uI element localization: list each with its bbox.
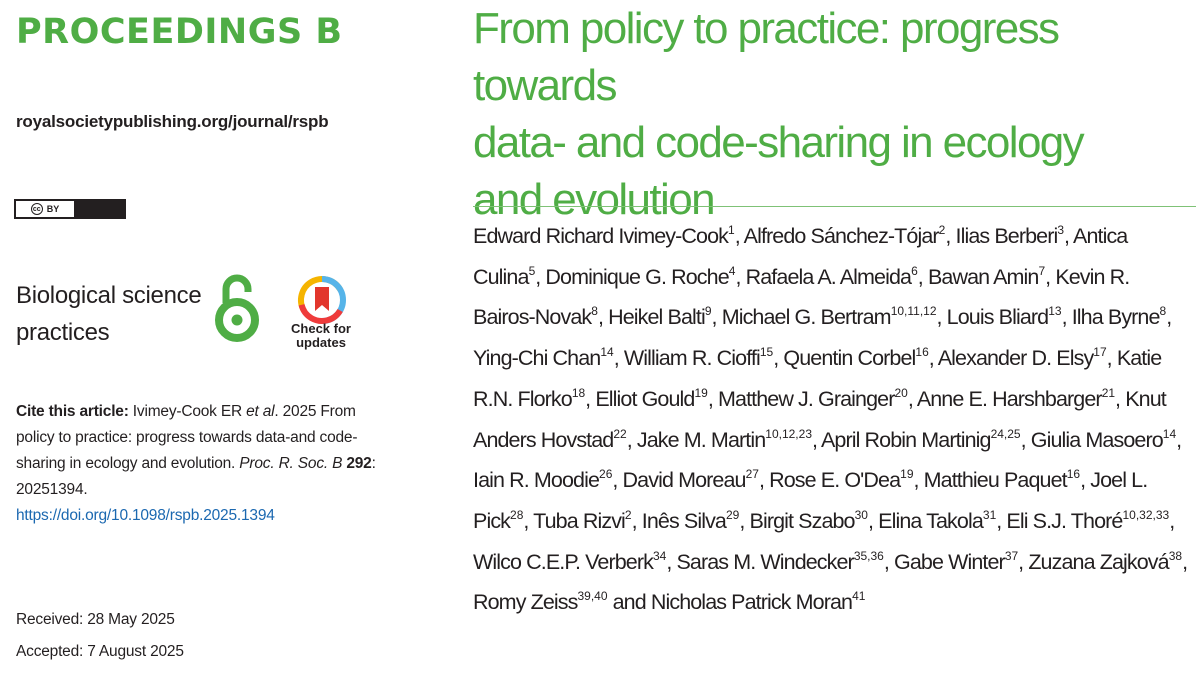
author-name: Quentin Corbel — [783, 346, 916, 371]
author-name: Anne E. Harshbarger — [916, 386, 1102, 411]
doi-link[interactable]: https://doi.org/10.1098/rspb.2025.1394 — [16, 507, 275, 524]
author-affiliation: 16 — [1066, 467, 1081, 482]
author-name: Tuba Rizvi — [533, 508, 625, 533]
author-affiliation: 8 — [1159, 304, 1167, 319]
author-name: Edward Richard Ivimey-Cook — [473, 224, 728, 248]
author-name: Matthew J. Grainger — [718, 386, 895, 411]
author-name: Michael G. Bertram — [721, 305, 891, 330]
author-affiliation: 3 — [1057, 223, 1065, 237]
author-affiliation: 27 — [745, 467, 759, 482]
author-name: Antica Culina — [473, 224, 1128, 289]
author-affiliation: 30 — [854, 507, 868, 522]
author-name: Alfredo Sánchez-Tójar — [743, 224, 939, 248]
author-affiliation: 22 — [613, 426, 627, 441]
title-line: From policy to practice: progress towards — [473, 4, 1059, 110]
author-name: Nicholas Patrick Moran — [650, 590, 853, 615]
author-affiliation: 8 — [591, 304, 598, 319]
author-affiliation: 19 — [900, 467, 914, 482]
citation-label: Cite this article: — [16, 403, 129, 420]
author-name: Alexander D. Elsy — [937, 346, 1094, 371]
author-affiliation: 17 — [1093, 345, 1107, 360]
title-divider — [473, 206, 1196, 207]
author-name: Eli S.J. Thoré — [1006, 508, 1123, 533]
author-name: Ilias Berberi — [955, 224, 1058, 248]
citation-title: From policy to practice: progress towards data-and code-sharing in ecology and evolution. — [16, 403, 358, 472]
license-by-label: BY — [46, 204, 60, 214]
author-affiliation: 20 — [894, 385, 908, 400]
author-affiliation: 38 — [1168, 548, 1183, 563]
open-access-lock-icon — [213, 271, 261, 343]
citation-year: . 2025 — [274, 403, 317, 420]
author-name: Joel L. Pick — [473, 468, 1148, 533]
author-affiliation: 37 — [1004, 548, 1019, 563]
author-affiliation: 4 — [728, 263, 736, 278]
author-affiliation: 26 — [599, 467, 613, 482]
author-name: Dominique G. Roche — [545, 264, 729, 289]
author-name: Wilco C.E.P. Verberk — [473, 549, 653, 574]
author-list: Edward Richard Ivimey-Cook$^1$, Alfredo Sánchez-Tójar$^2$, Ilias Berberi$^3$, Antica Culina$^5$, Dominique G. Roche$^4$, Rafaela A. Almeida$^6$, Bawan Amin$^7$, Kevin R. Bairos-Novak$^8$, Heikel Balti$^9$, Michael G. Bertram$^{10,11,12}$, Louis Bliard$^{13}$, Ilha Byrne$^8$, Ying-Chi Chan$^{14}$, William R. Cioffi$^{15}$, Quentin Corbel$^{16}$, Alexander D. Elsy$^{17}$, Katie R.N. Florko$^{18}$, Elliot Gould$^{19}$, Matthew J. Grainger$^{20}$, Anne E. Harshbarger$^{21}$, Knut Anders Hovstad$^{22}$, Jake M. Martin$^{10,12,23}$, April Robin Martinig$^{24,25}$, Giulia Masoero$^{14}$, Iain R. Moodie$^{26}$, David Moreau$^{27}$, Rose E. O'Dea$^{19}$, Matthieu Paquet$^{16}$, Joel L. Pick$^{28}$, Tuba Rizvi$^2$, Inês Silva$^{29}$, Birgit Szabo$^{30}$, Elina Takola$^{31}$, Eli S.J. Thoré$^{10,32,33}$, Wilco C.E.P. Verberk$^{34}$, Saras M. Windecker$^{35,36}$, Gabe Winter$^{37}$, Zuzana Zajková$^{38}$, Romy Zeiss$^{39,40}$ and Nicholas Patrick Moran$^{41}$ — [473, 223, 1188, 615]
author-name: Rafaela A. Almeida — [745, 264, 912, 289]
author-affiliation: 14 — [600, 345, 614, 360]
author-affiliation: 21 — [1101, 385, 1116, 400]
author-name: Rose E. O'Dea — [769, 468, 901, 493]
author-affiliation: 10,32,33 — [1122, 507, 1170, 522]
author-name: April Robin Martinig — [820, 427, 991, 452]
author-name: Ying-Chi Chan — [473, 346, 601, 371]
article-title — [473, 0, 1193, 228]
journal-url[interactable]: royalsocietypublishing.org/journal/rspb — [16, 112, 329, 131]
citation-article-number: : 20251394. — [16, 455, 376, 498]
author-name: Saras M. Windecker — [676, 549, 854, 574]
received-date: Received: 28 May 2025 — [16, 611, 175, 628]
author-name: Jake M. Martin — [636, 427, 766, 452]
author-affiliation: 5 — [528, 263, 536, 278]
author-name: Katie R.N. Florko — [473, 346, 1162, 411]
citation-volume: 292 — [346, 455, 372, 472]
author-name: Matthieu Paquet — [923, 468, 1067, 493]
author-name: Elina Takola — [878, 508, 983, 533]
author-name: Ilha Byrne — [1071, 305, 1160, 330]
author-affiliation: 28 — [510, 507, 524, 522]
author-affiliation: 2 — [938, 223, 946, 237]
author-affiliation: 34 — [652, 548, 667, 563]
author-name: Romy Zeiss — [473, 590, 578, 615]
title-line: data- and code-sharing in ecology — [473, 118, 1084, 167]
author-affiliation: 1 — [728, 223, 735, 237]
citation-authors: Ivimey-Cook ER — [132, 403, 242, 420]
author-name: Iain R. Moodie — [473, 468, 600, 493]
author-name: Birgit Szabo — [749, 508, 855, 533]
author-affiliation: 35,36 — [853, 548, 884, 563]
author-name: Louis Bliard — [946, 305, 1049, 330]
article-section — [16, 277, 201, 351]
author-affiliation: 10,11,12 — [890, 304, 937, 319]
creative-commons-icon: cc — [31, 203, 43, 215]
author-name: Kevin R. Bairos-Novak — [473, 264, 1130, 330]
dates-block — [16, 604, 184, 668]
author-name: Knut Anders Hovstad — [473, 386, 1166, 452]
author-affiliation: 14 — [1162, 426, 1177, 441]
journal-name: PROCEEDINGS B — [16, 12, 343, 52]
author-affiliation: 19 — [694, 385, 708, 400]
author-name: Elliot Gould — [595, 386, 695, 411]
author-affiliation: 16 — [915, 345, 929, 360]
author-name: Heikel Balti — [608, 305, 705, 330]
author-name: Inês Silva — [641, 508, 726, 533]
article-section-line-1: Biological science — [16, 282, 202, 309]
author-name: Bawan Amin — [927, 264, 1039, 289]
author-name: William R. Cioffi — [623, 346, 760, 371]
accepted-date: Accepted: 7 August 2025 — [16, 643, 184, 660]
author-name: Zuzana Zajková — [1028, 549, 1169, 574]
author-affiliation: 18 — [571, 385, 586, 400]
author-name: David Moreau — [622, 468, 746, 493]
author-affiliation: 31 — [982, 507, 997, 522]
cc-by-license-badge[interactable] — [14, 199, 126, 219]
author-affiliation: 15 — [759, 345, 774, 360]
citation-etal: et al — [246, 403, 275, 420]
author-name: Gabe Winter — [894, 549, 1005, 574]
title-line: and evolution — [473, 175, 714, 224]
author-affiliation: 2 — [624, 507, 632, 522]
author-affiliation: 41 — [852, 589, 866, 604]
author-affiliation: 9 — [704, 304, 712, 319]
citation-journal: Proc. R. Soc. B — [239, 455, 343, 472]
author-affiliation: 7 — [1038, 263, 1046, 278]
author-affiliation: 6 — [911, 263, 918, 278]
author-affiliation: 29 — [725, 507, 740, 522]
author-affiliation: 13 — [1048, 304, 1062, 319]
author-affiliation: 39,40 — [577, 589, 608, 604]
citation-block — [16, 399, 376, 529]
author-affiliation: 10,12,23 — [765, 426, 812, 441]
check-for-updates-label[interactable]: Check for updates — [291, 321, 351, 350]
article-section-line-2: practices — [16, 319, 110, 346]
author-affiliation: 24,25 — [990, 426, 1021, 441]
author-name: Giulia Masoero — [1030, 427, 1163, 452]
